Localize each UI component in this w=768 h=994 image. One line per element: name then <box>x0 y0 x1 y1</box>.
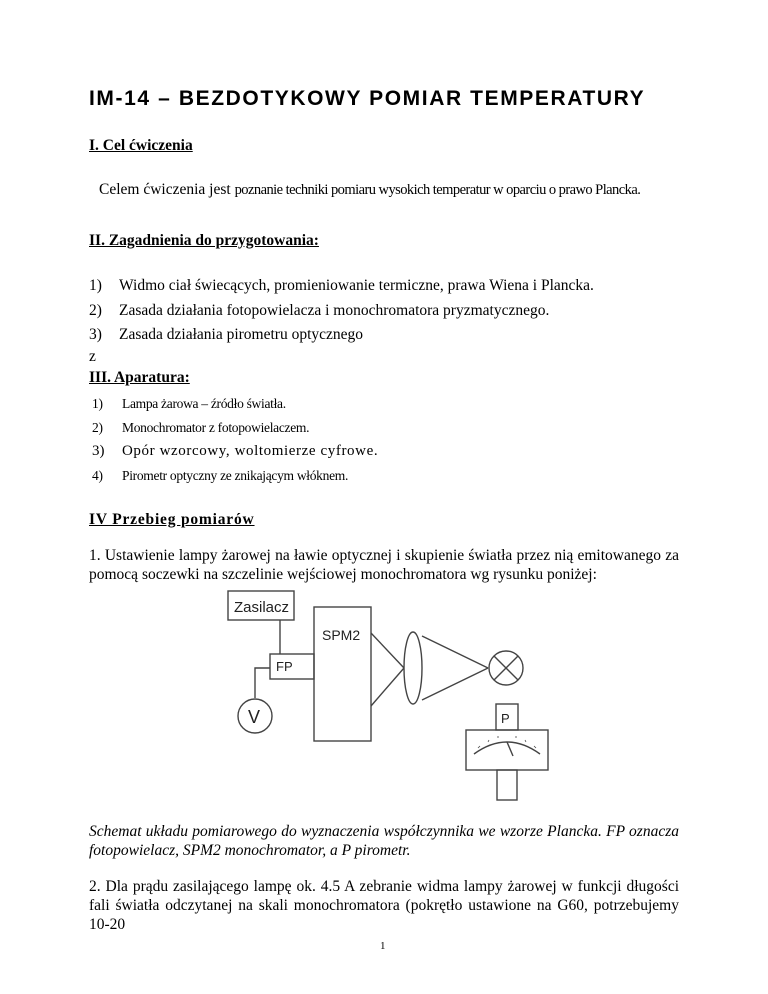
lens-icon <box>404 632 422 704</box>
item-number: 2) <box>92 420 103 435</box>
item-text: Zasada działania pirometru optycznego <box>119 326 364 343</box>
section-heading-cel: I. Cel ćwiczenia <box>89 137 193 154</box>
pyrometer-bottom-box <box>497 770 517 800</box>
zagadnienia-item-2 <box>89 302 549 320</box>
figure-caption: Schemat układu pomiarowego do wyznaczenia współczynnika we wzorze Plancka. FP oznacza fotopowielacz, SPM2 monochromator, a P pirometr. <box>89 823 679 859</box>
page-number: 1 <box>380 940 386 952</box>
item-text: Lampa żarowa – źródło światła. <box>122 396 286 411</box>
item-number: 3) <box>89 326 102 343</box>
spm2-label: SPM2 <box>322 627 361 643</box>
item-text: Monochromator z fotopowielaczem. <box>122 420 310 435</box>
item-number: 2) <box>89 302 102 319</box>
zasilacz-label: Zasilacz <box>234 599 290 616</box>
pyrometer-gauge <box>466 730 548 770</box>
item-number: 1) <box>92 396 103 411</box>
beam-line-lower-left <box>371 668 404 706</box>
item-text: Widmo ciał świecących, promieniowanie termiczne, prawa Wiena i Plancka. <box>119 277 594 294</box>
section-heading-aparatura: III. Aparatura: <box>89 369 190 386</box>
item-text: Opór wzorcowy, woltomierze cyfrowe. <box>122 443 379 459</box>
voltmeter-label: V <box>248 707 261 727</box>
aparatura-item-1 <box>92 396 286 412</box>
aparatura-item-4 <box>92 468 348 484</box>
item-text: Pirometr optyczny ze znikającym włóknem. <box>122 468 349 483</box>
section-heading-zagadnienia: II. Zagadnienia do przygotowania: <box>89 232 319 249</box>
beam-line-lower-right <box>422 668 488 700</box>
fp-wire <box>255 668 270 698</box>
section-heading-przebieg: IV Przebieg pomiarów <box>89 511 255 528</box>
zagadnienia-item-1 <box>89 277 594 295</box>
cel-text-lead: Celem ćwiczenia jest <box>99 181 231 198</box>
measurement-setup-diagram <box>226 588 566 804</box>
beam-line-upper-left <box>371 633 404 668</box>
aparatura-item-3 <box>92 443 378 460</box>
item-number: 3) <box>92 443 105 459</box>
pyrometer-scale-arc <box>474 742 540 754</box>
item-number: 4) <box>92 468 103 483</box>
page-title: IM-14 – BEZDOTYKOWY POMIAR TEMPERATURY <box>89 87 646 110</box>
aparatura-item-2 <box>92 420 309 436</box>
cel-text-rest: poznanie techniki pomiaru wysokich temperatur w oparciu o prawo Plancka. <box>234 182 641 198</box>
item-number: 1) <box>89 277 102 294</box>
przebieg-paragraph-1: 1. Ustawienie lampy żarowej na ławie optycznej i skupienie światła przez nią emitowanego za pomocą soczewki na szczelinie wejściowej monochromatora wg rysunku poniżej: <box>89 547 679 583</box>
zagadnienia-item-3 <box>89 326 363 344</box>
beam-line-upper-right <box>422 636 488 668</box>
pyrometer-needle <box>507 742 513 756</box>
fp-label: FP <box>276 659 293 674</box>
pyrometer-label: P <box>501 711 510 726</box>
stray-character: z <box>89 348 96 365</box>
przebieg-paragraph-2: 2. Dla prądu zasilającego lampę ok. 4.5 A zebranie widma lampy żarowej w funkcji długości fali światła odczytanej na skali monochromatora (pokrętło ustawione na G60, potrzebujemy 10-20 <box>89 878 679 933</box>
cel-text <box>99 181 640 199</box>
item-text: Zasada działania fotopowielacza i monochromatora pryzmatycznego. <box>119 302 550 319</box>
